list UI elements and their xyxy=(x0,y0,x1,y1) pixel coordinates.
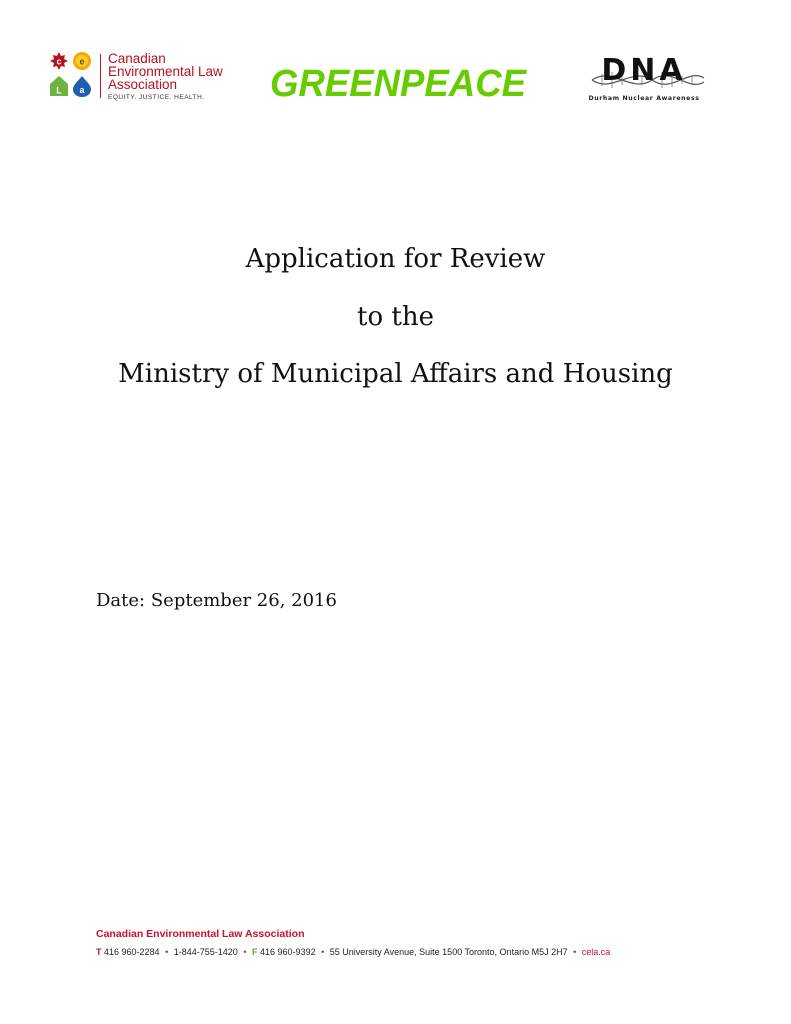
footer-separator: • xyxy=(243,947,247,957)
cela-logo-text xyxy=(108,52,223,101)
footer-org-name: Canadian Environmental Law Association xyxy=(96,928,305,940)
document-date: Date: September 26, 2016 xyxy=(96,590,337,611)
cela-icon-letter-a: a xyxy=(79,85,85,95)
footer-address: 55 University Avenue, Suite 1500 Toronto, Ontario M5J 2H7 xyxy=(329,947,568,957)
cela-icon-letter-l: L xyxy=(56,85,62,96)
footer-fax-label: F xyxy=(252,947,258,957)
footer-tollfree: 1-844-755-1420 xyxy=(173,947,238,957)
cela-name-line-2: Environmental Law xyxy=(108,64,223,79)
greenpeace-logo xyxy=(268,60,530,104)
cela-tagline: EQUITY. JUSTICE. HEALTH. xyxy=(108,94,205,101)
footer-contact-line xyxy=(96,947,610,957)
cela-logo-divider xyxy=(100,54,101,98)
dna-logo-subtitle: Durham Nuclear Awareness xyxy=(588,95,700,102)
footer-separator: • xyxy=(165,947,169,957)
footer-tel: 416 960-2284 xyxy=(104,947,160,957)
dna-logo-text: DNA xyxy=(601,53,687,88)
cela-name-line-3: Association xyxy=(108,77,178,92)
cela-icon-letter-e: e xyxy=(79,56,85,67)
cela-logo xyxy=(48,50,238,102)
cela-logo-icon xyxy=(48,50,94,98)
dna-logo xyxy=(578,52,708,104)
footer-separator: • xyxy=(321,947,325,957)
footer-tel-label: T xyxy=(96,947,102,957)
footer-fax: 416 960-9392 xyxy=(260,947,316,957)
title-line-3: Ministry of Municipal Affairs and Housing xyxy=(118,359,673,389)
title-line-1: Application for Review xyxy=(245,244,546,274)
cela-name-line-1: Canadian xyxy=(108,51,166,66)
title-line-2: to the xyxy=(357,302,434,332)
cela-icon-letter-c: c xyxy=(56,56,62,67)
greenpeace-logo-text: GREENPEACE xyxy=(270,63,528,104)
footer-website-link[interactable]: cela.ca xyxy=(581,947,611,957)
footer-separator: • xyxy=(573,947,577,957)
